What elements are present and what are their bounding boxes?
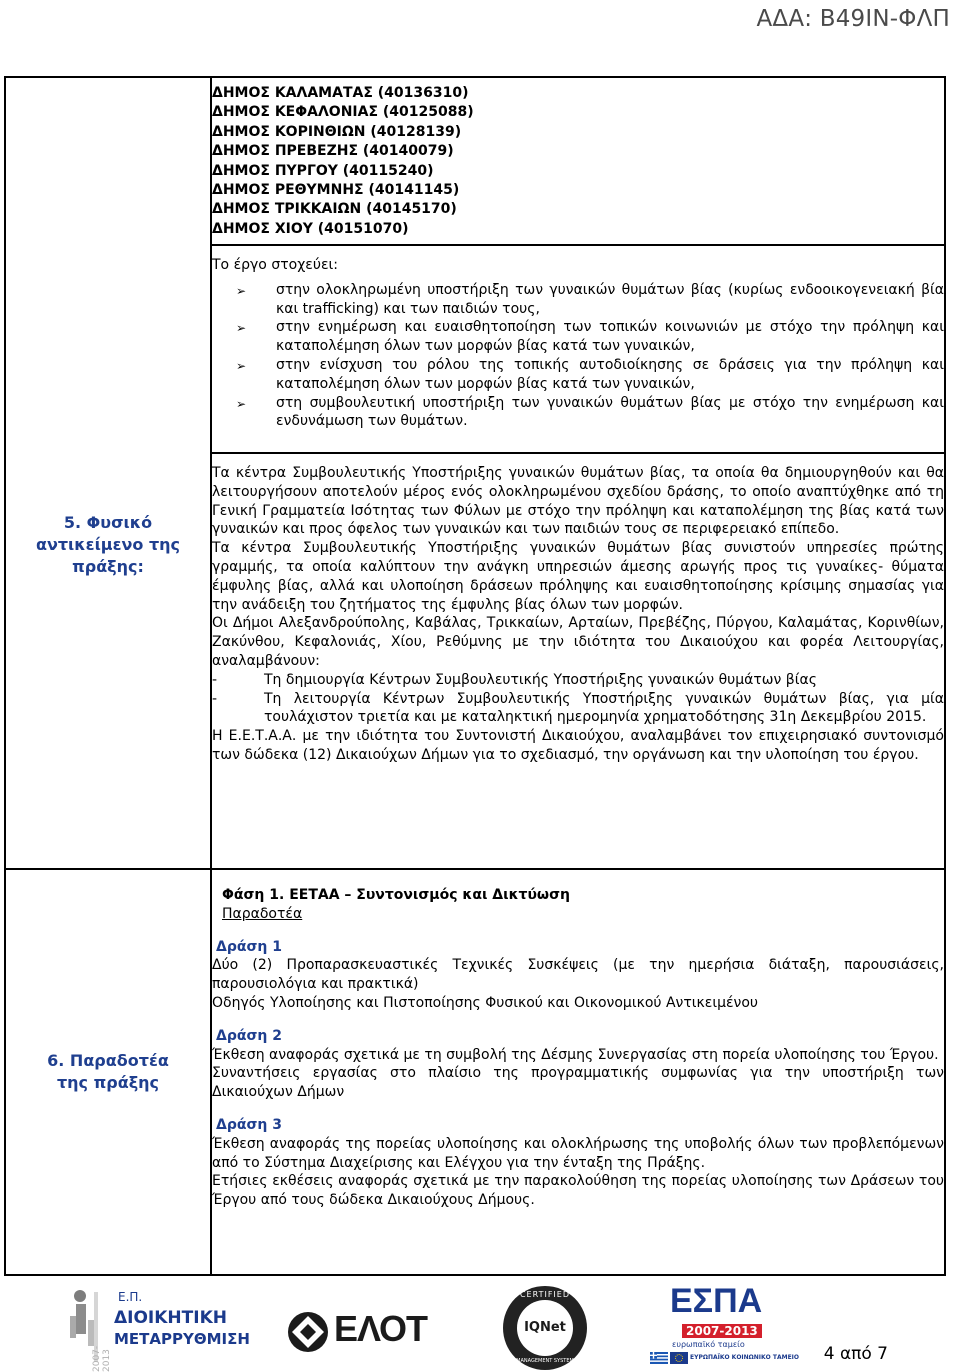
municipality-line: ΔΗΜΟΣ ΧΙΟΥ (40151070): [212, 220, 409, 237]
dash-mark: -: [212, 690, 218, 707]
elot-icon: [286, 1310, 330, 1354]
elot-text: ΕΛΟΤ: [334, 1308, 428, 1349]
municipalities-cell: [211, 77, 945, 245]
action-title: Δράση 2: [216, 1027, 282, 1044]
section5-paragraph: Τα κέντρα Συμβουλευτικής Υποστήριξης γυναικών θυμάτων βίας, τα οποία θα δημιουργηθούν και θα λειτουργήσουν αποτελούν μέρος ενός ολοκληρωμένου σχεδίου δράσης, το οποίο αναπτύχθηκε από τη Γενική Γραμματεία Ισότητας των Φύλων με στόχο την πρόληψη και καταπολέμηση της βίας κατά των γυναικών και προς όφελος των γυναικών και των παιδιών τους σε περιφερειακό επίπεδο.: [212, 465, 944, 538]
footer-logos: [0, 1278, 960, 1372]
goals-cell: [211, 245, 945, 453]
action-text: Έκθεση αναφοράς σχετικά με τη συμβολή της Δέσμης Συνεργασίας στη πορεία υλοποίησης του Έργου.: [212, 1046, 939, 1063]
espa-logo: [650, 1282, 800, 1372]
action-text: Οδηγός Υλοποίησης και Πιστοποίησης Φυσικού και Οικονομικού Αντικειμένου: [212, 994, 759, 1011]
municipality-line: ΔΗΜΟΣ ΚΑΛΑΜΑΤΑΣ (40136310): [212, 85, 469, 101]
section6-label: [5, 869, 211, 1275]
section5-label-text: 5. Φυσικό αντικείμενο της πράξης:: [35, 513, 181, 576]
goal-bullet: [236, 356, 944, 394]
espa-text: ΕΣΠΑ: [670, 1282, 763, 1320]
empty-label-cell: [5, 77, 211, 869]
goal-bullet: [236, 281, 944, 319]
arrow-bullet-icon: ➢: [236, 358, 247, 373]
section5-paragraph: Η Ε.Ε.Τ.Α.Α. με την ιδιότητα του Συντονιστή Δικαιούχου, αναλαμβάνει τον επιχειρησιακό συντονισμό των δώδεκα (12) Δικαιούχων Δήμων για το σχεδιασμό, την οργάνωση και την υλοποίηση του έργου.: [212, 728, 944, 763]
action-text: Δύο (2) Προπαρασκευαστικές Τεχνικές Συσκέψεις (με την ημερήσια διάταξη, παρουσιάσεις, παρουσιολόγια και πρακτικά): [212, 957, 944, 993]
action-text: Συναντήσεις εργασίας στο πλαίσιο της προγραμματικής συμφωνίας για την υποστήριξη των Δικαιούχων Δήμων: [212, 1065, 944, 1101]
dash-mark: -: [212, 671, 218, 688]
goal-text: στην ενίσχυση του ρόλου της τοπικής αυτοδιοίκησης σε δράσεις για την πρόληψη και καταπολέμηση όλων των μορφών βίας κατά των γυναικών,: [276, 356, 944, 392]
espa-tag: ευρωπαϊκό ταμείο: [672, 1340, 745, 1349]
dash-text: Τη δημιουργία Κέντρων Συμβουλευτικής Υποστήριξης γυναικών θυμάτων βίας: [264, 671, 817, 688]
deliverables-heading: Παραδοτέα: [222, 905, 303, 922]
cert-top: CERTIFIED: [519, 1290, 571, 1299]
arrow-bullet-icon: ➢: [236, 321, 247, 336]
action-text: Ετήσιες εκθέσεις αναφοράς σχετικά με την παρακολούθηση της πορείας υλοποίησης των Δράσεων του Έργου από τους δώδεκα Δικαιούχους Δήμους.: [212, 1173, 944, 1209]
eu-fund: ΕΥΡΩΠΑΪΚΟ ΚΟΙΝΩΝΙΚΟ ΤΑΜΕΙΟ: [690, 1354, 800, 1361]
municipality-line: ΔΗΜΟΣ ΤΡΙΚΚΑΙΩΝ (40145170): [212, 201, 457, 218]
cert-bottom: MANAGEMENT SYSTEM: [516, 1358, 574, 1364]
section6-content: [211, 869, 945, 1275]
goal-bullet: [236, 318, 944, 356]
table-row: [5, 869, 945, 1275]
greece-flag-icon: [650, 1352, 668, 1364]
goal-text: στη συμβουλευτική υποστήριξη των γυναικών θυμάτων βίας με στόχο την ενημέρωση και ενδυνάμωση των θυμάτων.: [276, 394, 944, 430]
municipality-line: ΔΗΜΟΣ ΚΕΦΑΛΟΝΙΑΣ (40125088): [212, 104, 474, 121]
municipality-line: ΔΗΜΟΣ ΠΥΡΓΟΥ (40115240): [212, 162, 434, 179]
section5-paragraph: Οι Δήμοι Αλεξανδρούπολης, Καβάλας, Τρικκαίων, Αρταίων, Πρεβέζης, Πύργου, Καλαμάτας, Κορινθίων, Ζακύνθου, Κεφαλονιάς, Χίου, Ρεθύμνης με την ιδιότητα του Δικαιούχου και φορέα Λειτουργίας, αναλαμβάνουν:: [212, 615, 944, 669]
municipality-line: ΔΗΜΟΣ ΡΕΘΥΜΝΗΣ (40141145): [212, 182, 460, 199]
page-number: 4 από 7: [823, 1344, 888, 1364]
phase-title: Φάση 1. ΕΕΤΑΑ – Συντονισμός και Δικτύωση: [222, 887, 570, 903]
municipality-line: ΔΗΜΟΣ ΚΟΡΙΝΘΙΩΝ (40128139): [212, 123, 462, 140]
municipality-line: ΔΗΜΟΣ ΠΡΕΒΕΖΗΣ (40140079): [212, 143, 454, 160]
dash-text: Τη λειτουργία Κέντρων Συμβουλευτικής Υποστήριξης γυναικών θυμάτων βίας, για μία τουλάχιστον τριετία και με καταληκτική ημερομηνία χρηματοδότησης 31η Δεκεμβρίου 2015.: [264, 690, 944, 726]
ep-line2: ΜΕΤΑΡΡΥΘΜΙΣΗ: [114, 1330, 250, 1348]
goal-text: στην ολοκληρωμένη υποστήριξη των γυναικών θυμάτων βίας (κυρίως ενδοοικογενειακή βία και trafficking) και των παιδιών τους,: [276, 281, 944, 317]
iqnet-badge: [500, 1284, 590, 1372]
espa-years: 2007-2013: [682, 1324, 762, 1338]
section5-label: [6, 512, 210, 578]
goal-text: στην ενημέρωση και ευαισθητοποίηση των τοπικών κοινωνιών με στόχο την πρόληψη και καταπολέμηση όλων των μορφών βίας κατά των γυναικών,: [276, 319, 944, 355]
arrow-bullet-icon: ➢: [236, 396, 247, 411]
action-title: Δράση 1: [216, 938, 282, 955]
table-row: [5, 77, 945, 245]
goal-bullet: [236, 394, 944, 432]
section5-content: [211, 453, 945, 869]
action-title: Δράση 3: [216, 1116, 282, 1133]
eu-flag-icon: [670, 1352, 688, 1364]
dash-item: [212, 690, 944, 728]
elot-logo: [286, 1304, 436, 1360]
ep-line1: ΔΙΟΙΚΗΤΙΚΗ: [114, 1308, 227, 1328]
cert-mid: IQNet: [524, 1320, 566, 1335]
section5-paragraph: Τα κέντρα Συμβουλευτικής Υποστήριξης γυναικών θυμάτων βίας συνιστούν υπηρεσίες πρώτης γραμμής, τα οποία καλύπτουν την ανάγκη υπηρεσιών άμεσης αρωγής προς τις γυναίκες- θύματα έμφυλης βίας, αλλά και υλοποίηση δράσεων πρόληψης και ευαισθητοποίησης κρίσιμης σημασίας για την ανάδειξη του ζητήματος της έμφυλης βίας όλων των μορφών.: [212, 540, 944, 613]
arrow-bullet-icon: ➢: [236, 283, 247, 298]
ep-small: Ε.Π.: [118, 1290, 143, 1304]
goals-intro: Το έργο στοχεύει:: [212, 257, 338, 273]
action-text: Έκθεση αναφοράς της πορείας υλοποίησης και ολοκλήρωσης της υποβολής όλων των προβλεπόμενων από το Σύστημα Διαχείρισης και Ελέγχου για την ένταξη της Πράξης.: [212, 1135, 944, 1171]
document-table: [4, 76, 946, 1276]
section6-label-text: 6. Παραδοτέα της πράξης: [47, 1051, 169, 1092]
ep-years: 2007-2013: [92, 1345, 112, 1372]
ada-code: ΑΔΑ: Β49ΙΝ-ΦΛΠ: [756, 6, 950, 32]
ep-logo: [66, 1286, 256, 1372]
dash-item: [212, 671, 944, 690]
